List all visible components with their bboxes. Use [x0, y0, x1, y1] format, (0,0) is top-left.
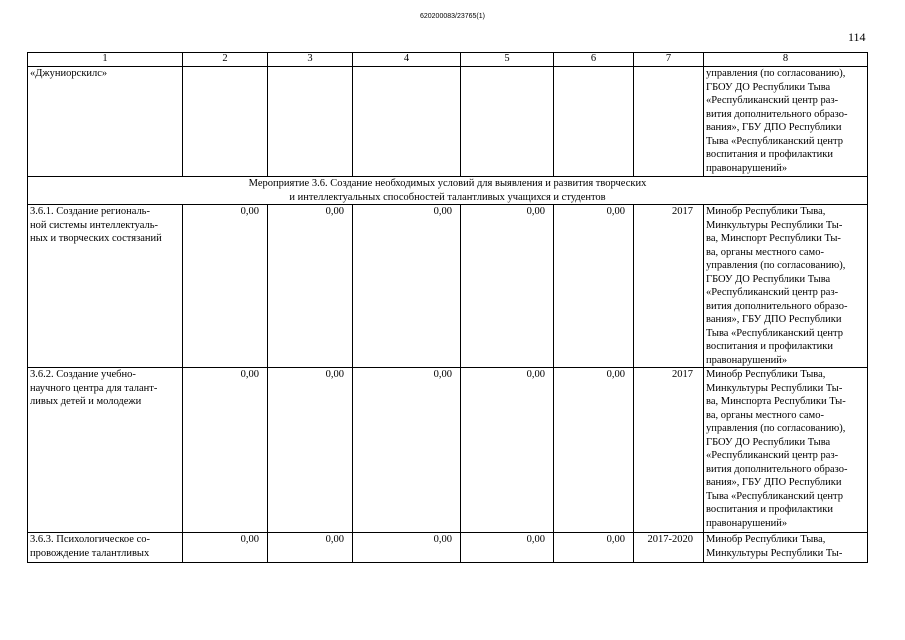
- value-cell: 0,00: [461, 368, 554, 533]
- program-table: [27, 52, 868, 563]
- value-cell: 0,00: [183, 533, 268, 563]
- value-cell: 0,00: [353, 368, 461, 533]
- value-cell: 0,00: [554, 368, 634, 533]
- value-cell: 0,00: [183, 368, 268, 533]
- year-cell: 2017: [634, 368, 704, 533]
- value-cell: 0,00: [461, 205, 554, 368]
- value-cell: 0,00: [268, 368, 353, 533]
- table-row: [28, 67, 868, 177]
- value-cell: 0,00: [554, 533, 634, 563]
- document-id: 620200083/23765(1): [419, 13, 485, 20]
- activity-name-cell: 3.6.1. Создание региональ- ной системы интеллектуаль- ных и творческих состязаний: [28, 205, 183, 368]
- value-cell: 0,00: [353, 205, 461, 368]
- responsible-cell: Минобр Республики Тыва, Минкультуры Республики Ты-: [704, 533, 868, 563]
- table-row: [28, 533, 868, 563]
- year-cell: 2017-2020: [634, 533, 704, 563]
- table-row: [28, 205, 868, 368]
- column-header: 1: [28, 53, 183, 67]
- section-row: [28, 177, 868, 205]
- column-header: 5: [461, 53, 554, 67]
- value-cell: 0,00: [268, 533, 353, 563]
- section-title: Мероприятие 3.6. Создание необходимых условий для выявления и развития творческих и интеллектуальных способностей талантливых учащихся и студентов: [28, 177, 868, 205]
- value-cell: 0,00: [353, 533, 461, 563]
- table-row: [28, 368, 868, 533]
- column-header: 3: [268, 53, 353, 67]
- value-cell: 0,00: [554, 205, 634, 368]
- value-cell: 0,00: [461, 533, 554, 563]
- activity-name-cell: 3.6.2. Создание учебно- научного центра для талант- ливых детей и молодежи: [28, 368, 183, 533]
- page-number: 114: [848, 30, 866, 44]
- column-header: 2: [183, 53, 268, 67]
- column-number-row: [28, 53, 868, 67]
- column-header: 6: [554, 53, 634, 67]
- value-cell: 0,00: [183, 205, 268, 368]
- responsible-cell: управления (по согласованию), ГБОУ ДО Республики Тыва «Республиканский центр раз- вития дополнительного образо- вания», ГБУ ДПО Республики Тыва «Республиканский центр воспитания и профилактики правонарушений»: [704, 67, 868, 177]
- year-cell: 2017: [634, 205, 704, 368]
- value-cell: 0,00: [268, 205, 353, 368]
- responsible-cell: Минобр Республики Тыва, Минкультуры Республики Ты- ва, Минспорта Республики Ты- ва, органы местного само- управления (по согласованию), ГБОУ ДО Республики Тыва «Республиканский центр раз- вития дополнительного образо- вания», ГБУ ДПО Республики Тыва «Республиканский центр воспитания и профилактики правонарушений»: [704, 368, 868, 533]
- activity-name-cell: «Джуниорскилс»: [28, 67, 183, 177]
- column-header: 8: [704, 53, 868, 67]
- column-header: 7: [634, 53, 704, 67]
- responsible-cell: Минобр Республики Тыва, Минкультуры Республики Ты- ва, Минспорт Республики Ты- ва, органы местного само- управления (по согласованию), ГБОУ ДО Республики Тыва «Республиканский центр раз- вития дополнительного образо- вания», ГБУ ДПО Республики Тыва «Республиканский центр воспитания и профилактики правонарушений»: [704, 205, 868, 368]
- activity-name-cell: 3.6.3. Психологическое со- провождение талантливых: [28, 533, 183, 563]
- column-header: 4: [353, 53, 461, 67]
